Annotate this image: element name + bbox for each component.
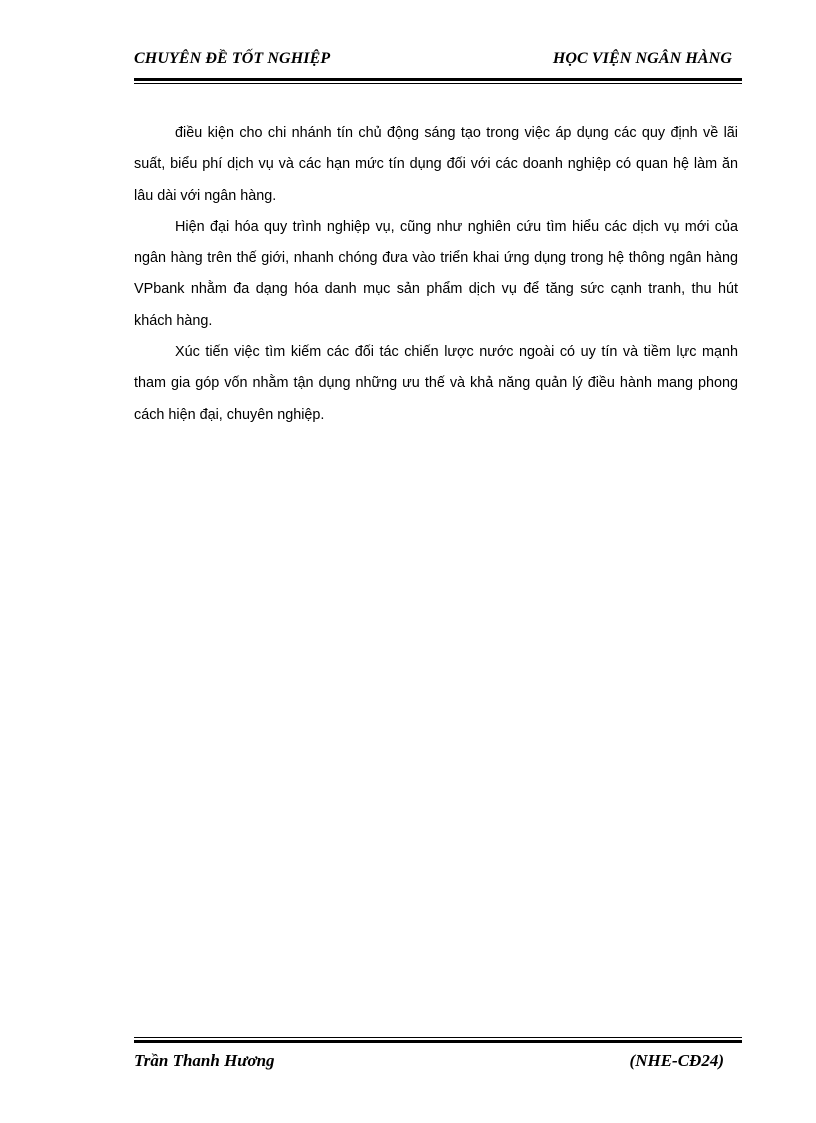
paragraph-2: Hiện đại hóa quy trình nghiệp vụ, cũng như nghiên cứu tìm hiểu các dịch vụ mới của ngân hàng trên thế giới, nhanh chóng đưa vào triển khai ứng dụng trong hệ thông ngân hàng VPbank nhằm đa dạng hóa danh mục sản phẩm dịch vụ để tăng sức cạnh tranh, thu hút khách hàng.	[134, 218, 738, 329]
footer-rule-thick	[134, 1040, 742, 1043]
page-footer	[134, 1051, 740, 1075]
header-rule-thin	[134, 83, 742, 84]
footer-rule-thin	[134, 1037, 742, 1038]
header-rule-thick	[134, 78, 742, 81]
footer-author: Trần Thanh Hương	[134, 1051, 275, 1070]
document-body	[134, 118, 738, 431]
header-institution: HỌC VIỆN NGÂN HÀNG	[552, 50, 732, 67]
paragraph-1: điều kiện cho chi nhánh tín chủ động sáng tạo trong việc áp dụng các quy định về lãi suất, biểu phí dịch vụ và các hạn mức tín dụng đối với các doanh nghiệp có quan hệ làm ăn lâu dài với ngân hàng.	[134, 125, 738, 204]
header-document-type: CHUYÊN ĐỀ TỐT NGHIỆP	[134, 50, 331, 67]
paragraph-3: Xúc tiến việc tìm kiếm các đối tác chiến lược nước ngoài có uy tín và tiềm lực mạnh tham gia góp vốn nhằm tận dụng những ưu thế và khả năng quản lý điều hành mang phong cách hiện đại, chuyên nghiệp.	[134, 344, 738, 423]
footer-class-code: (NHE-CĐ24)	[629, 1051, 724, 1070]
page-header	[134, 50, 740, 72]
